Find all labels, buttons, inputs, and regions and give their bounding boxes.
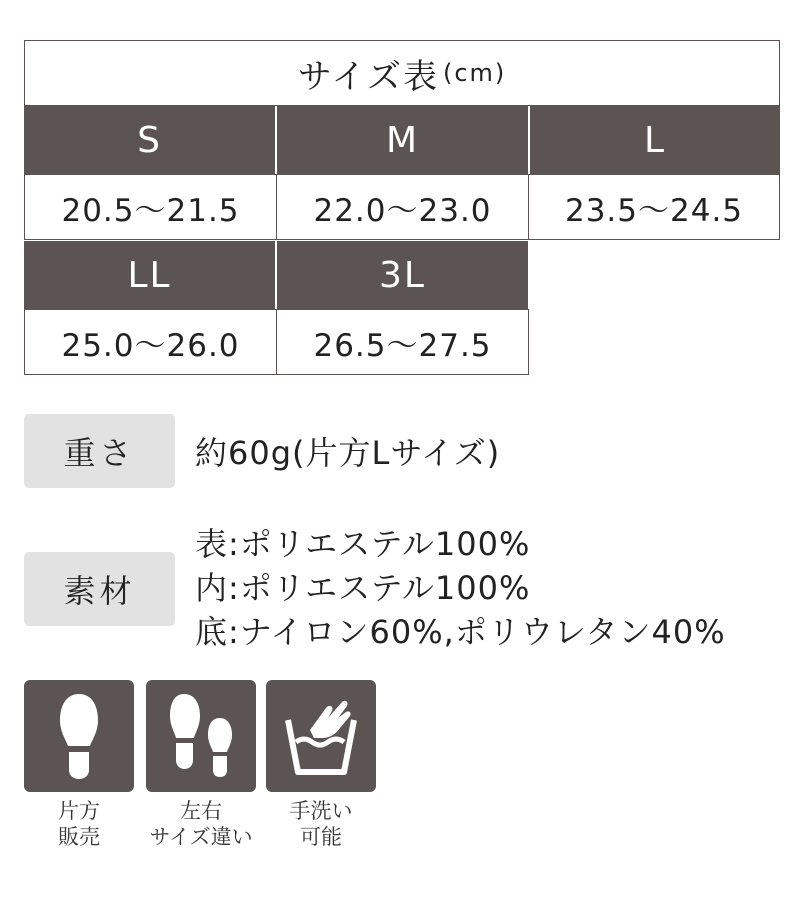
feature-single-sale: [24, 680, 134, 850]
single-shoe-icon: [24, 680, 134, 792]
material-outer: 表:ポリエステル100%: [195, 525, 531, 563]
two-shoes-icon: [146, 680, 256, 792]
size-range-ll: 25.0〜26.0: [24, 309, 277, 375]
material-sole: 底:ナイロン60%,ポリウレタン40%: [195, 613, 726, 651]
feature-mixed-sizes: [146, 680, 256, 850]
hand-wash-icon: [266, 680, 376, 792]
feature-hand-wash: [266, 680, 376, 850]
feature-mixed-line2: サイズ違い: [149, 825, 253, 849]
material-inner: 内:ポリエステル100%: [195, 569, 531, 607]
size-header-ll: LL: [24, 241, 275, 309]
feature-wash-line2: 可能: [300, 825, 342, 849]
weight-label: 重さ: [24, 414, 175, 488]
size-table-unit: (cm): [442, 59, 507, 87]
size-table-title-text: サイズ表: [297, 56, 439, 97]
feature-wash-line1: 手洗い: [289, 799, 353, 823]
weight-value: 約60g(片方Lサイズ): [195, 434, 501, 472]
material-list: [195, 522, 726, 654]
feature-single-line2: 販売: [58, 825, 100, 849]
feature-mixed-line1: 左右: [180, 799, 222, 823]
size-range-s: 20.5〜21.5: [24, 174, 277, 240]
feature-single-line1: 片方: [58, 799, 100, 823]
size-header-3l: 3L: [277, 241, 528, 309]
size-table-title: [24, 40, 780, 106]
size-header-l: L: [530, 106, 780, 174]
size-range-l: 23.5〜24.5: [528, 174, 780, 240]
size-header-s: S: [24, 106, 275, 174]
size-table: [24, 40, 780, 376]
material-label: 素材: [24, 552, 175, 626]
size-header-m: M: [277, 106, 528, 174]
size-range-m: 22.0〜23.0: [276, 174, 529, 240]
size-range-3l: 26.5〜27.5: [276, 309, 529, 375]
